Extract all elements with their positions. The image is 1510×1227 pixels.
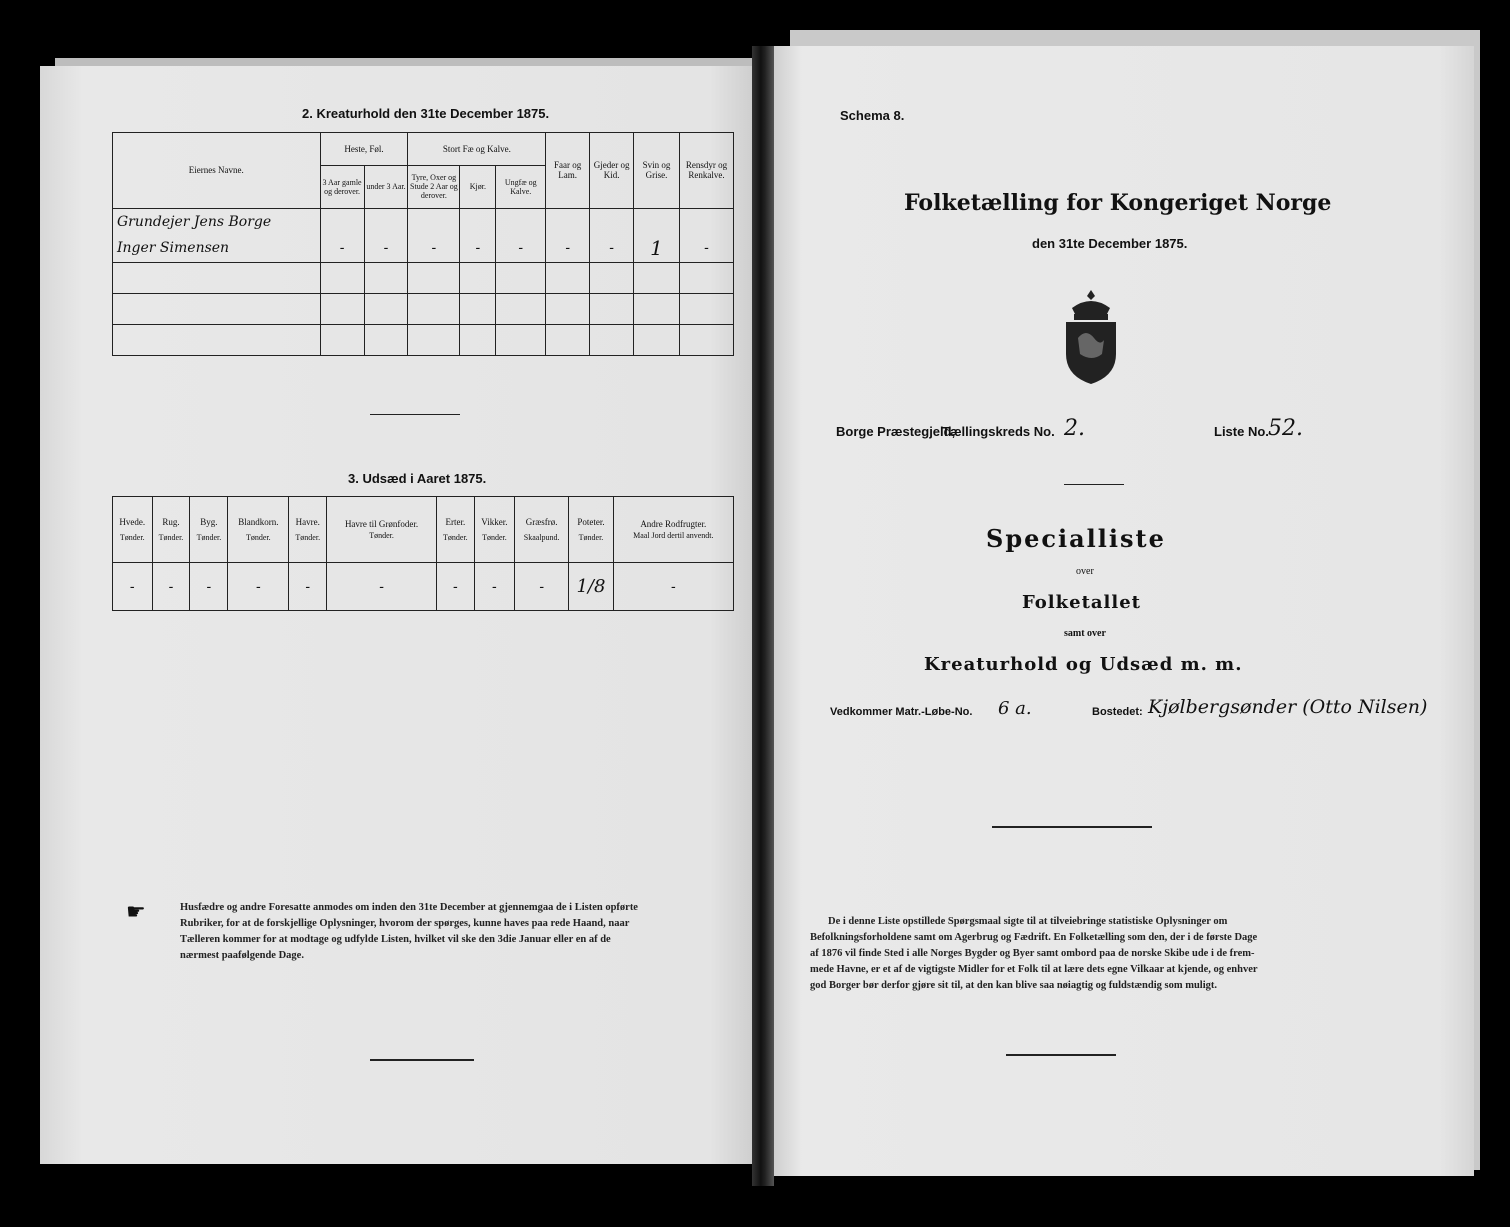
value-cell: - xyxy=(436,563,474,611)
livestock-table xyxy=(112,132,734,356)
heste-b-header: under 3 Aar. xyxy=(364,166,408,208)
gjeder-header: Gjeder og Kid. xyxy=(590,133,634,209)
svin-header: Svin og Grise. xyxy=(634,133,680,209)
matr-label: Vedkommer Matr.-Løbe-No. xyxy=(830,706,973,718)
stort-fae-header: Stort Fæ og Kalve. xyxy=(408,133,546,166)
value-cell: - xyxy=(320,235,364,262)
value-cell: - xyxy=(680,235,734,262)
value-cell: - xyxy=(546,235,590,262)
section2-title: 2. Kreaturhold den 31te December 1875. xyxy=(302,106,550,121)
over-text: over xyxy=(1076,566,1094,577)
pointing-hand-icon: ☛ xyxy=(126,900,146,925)
value-cell: - xyxy=(228,563,289,611)
list-number: 52. xyxy=(1268,416,1303,441)
left-page xyxy=(40,66,752,1164)
seed-table xyxy=(112,496,734,611)
notice-text: Husfædre og andre Foresatte anmodes om inden den 31te December at gjennemgaa de i Listen opførte Rubriker, for at de forskjellige Oplysninger, hvorom der spørges, kunne haves paa rede Haand, naar Tælleren kommer for at modtage og udfylde Listen, hvilket vil ske den 3die Januar eller en af de nærmest paafølgende Dage. xyxy=(180,902,638,961)
seed-header: Byg. Tønder. xyxy=(190,497,228,563)
value-cell: - xyxy=(408,235,460,262)
divider xyxy=(370,1059,474,1061)
parish-label: Borge Præstegjeld, xyxy=(836,424,956,439)
seed-header: Hvede. Tønder. xyxy=(113,497,153,563)
folketallet-heading: Folketallet xyxy=(1022,592,1141,613)
value-cell: 1/8 xyxy=(569,563,613,611)
list-label: Liste No. xyxy=(1214,424,1269,439)
bostedet-label: Bostedet: xyxy=(1092,706,1143,718)
kreaturhold-heading: Kreaturhold og Udsæd m. m. xyxy=(924,654,1243,675)
right-page xyxy=(774,46,1474,1176)
value-cell: - xyxy=(613,563,733,611)
heste-a-header: 3 Aar gamle og derover. xyxy=(320,166,364,208)
value-cell: - xyxy=(190,563,228,611)
table-row xyxy=(113,208,734,235)
owner-names-header: Eiernes Navne. xyxy=(113,133,321,209)
footer-text: De i denne Liste opstillede Spørgsmaal sigte til at tilveiebringe statistiske Oplysninger om Befolkningsforholdene samt om Agerbrug og Fædrift. En Folketælling som den, der i de første Dage af 1876 vil finde Sted i alle Norges Bygder og Byer samt ombord paa de norske Skibe ude i de frem- mede Havne, er et af de vigtigste Midler for et Folk til at lære dets egne Vilkaar at kjende, og enhver god Borger bør derfor gjøre sit til, at den kan blive saa nøiagtig og fuldstændig som muligt. xyxy=(810,916,1258,991)
section3-title: 3. Udsæd i Aaret 1875. xyxy=(348,471,487,486)
samt-over-text: samt over xyxy=(1064,628,1106,639)
seed-header: Havre til Grønfoder. Tønder. xyxy=(327,497,437,563)
value-cell: - xyxy=(364,235,408,262)
book-spine xyxy=(752,46,774,1186)
owner-name-cell: Inger Simensen xyxy=(113,235,321,262)
district-number: 2. xyxy=(1064,416,1085,441)
divider xyxy=(1064,484,1124,485)
stort-b-header: Kjør. xyxy=(460,166,496,208)
divider xyxy=(1006,1054,1116,1056)
faar-header: Faar og Lam. xyxy=(546,133,590,209)
seed-header: Erter. Tønder. xyxy=(436,497,474,563)
stort-a-header: Tyre, Oxer og Stude 2 Aar og derover. xyxy=(408,166,460,208)
value-cell: - xyxy=(327,563,437,611)
value-cell: 1 xyxy=(634,235,680,262)
divider xyxy=(370,414,460,415)
seed-header: Andre Rodfrugter. Maal Jord dertil anvendt. xyxy=(613,497,733,563)
value-cell: - xyxy=(496,235,546,262)
seed-header: Havre. Tønder. xyxy=(289,497,327,563)
value-cell: - xyxy=(113,563,153,611)
rensdyr-header: Rensdyr og Renkalve. xyxy=(680,133,734,209)
matr-number: 6 a. xyxy=(998,698,1032,719)
value-cell: - xyxy=(515,563,569,611)
heste-header: Heste, Føl. xyxy=(320,133,408,166)
seed-header: Græsfrø. Skaalpund. xyxy=(515,497,569,563)
value-cell: - xyxy=(460,235,496,262)
seed-header: Rug. Tønder. xyxy=(152,497,190,563)
seed-header: Vikker. Tønder. xyxy=(474,497,514,563)
value-cell: - xyxy=(590,235,634,262)
page-title: Folketælling for Kongeriget Norge xyxy=(904,190,1332,216)
district-label: Tællingskreds No. xyxy=(942,424,1055,439)
specialliste-heading: Specialliste xyxy=(986,524,1166,553)
value-cell: - xyxy=(289,563,327,611)
value-cell: - xyxy=(474,563,514,611)
stort-c-header: Ungfæ og Kalve. xyxy=(496,166,546,208)
coat-of-arms-icon xyxy=(1058,286,1124,386)
table-row xyxy=(113,563,734,611)
page-subtitle: den 31te December 1875. xyxy=(1032,236,1188,251)
value-cell: - xyxy=(152,563,190,611)
seed-header: Blandkorn. Tønder. xyxy=(228,497,289,563)
divider xyxy=(992,826,1152,828)
schema-label: Schema 8. xyxy=(840,108,905,123)
table-row xyxy=(113,235,734,262)
owner-name-cell: Grundejer Jens Borge xyxy=(113,208,321,235)
seed-header: Poteter. Tønder. xyxy=(569,497,613,563)
bostedet-value: Kjølbergsønder (Otto Nilsen) xyxy=(1148,696,1428,718)
